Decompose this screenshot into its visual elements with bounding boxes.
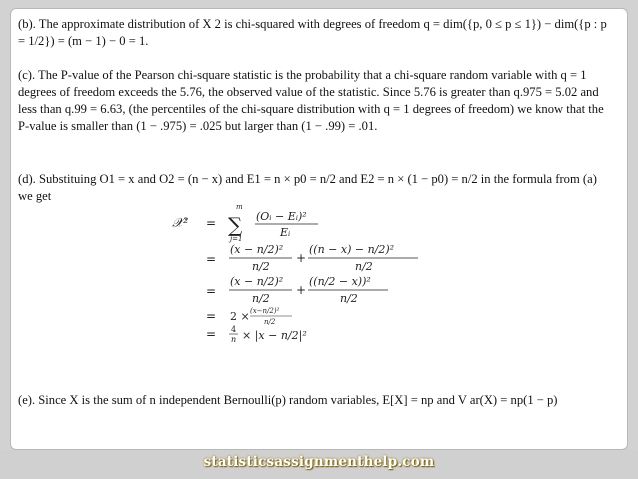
eq-l5-rest: × |x − n/2|² (242, 329, 307, 342)
eq-l2-plus: + (296, 251, 307, 265)
eq-equals-2: = (206, 252, 217, 266)
eq-sum-sign: ∑ (228, 213, 243, 237)
eq-lhs: 𝒳² (172, 216, 189, 231)
eq-l4-den: n/2 (264, 318, 276, 326)
paragraph-b: (b). The approximate distribution of X 2 is chi-squared with degrees of freedom q = dim({p, 0 ≤ p ≤ 1}) − dim({p : p = 1/2}) = (m − 1) − 0 = 1. (18, 17, 607, 48)
eq-l1-num: (Oᵢ − Eᵢ)² (256, 210, 307, 223)
eq-l5-frac-num: 4 (231, 325, 237, 334)
paragraph-d: (d). Substituing O1 = x and O2 = (n − x) and E1 = n × p0 = n/2 and E2 = n × (1 − p0) = n/2 in the formula from (a) we get (18, 172, 597, 203)
eq-equals-5: = (206, 327, 217, 341)
eq-l2-num-b: ((n − x) − n/2)² (309, 243, 395, 256)
eq-equals-1: = (206, 216, 217, 230)
eq-l1-den: Eᵢ (280, 226, 291, 239)
eq-equals-3: = (206, 284, 217, 298)
eq-sum-lower: j=1 (230, 235, 243, 243)
paragraph-e: (e). Since X is the sum of n independent Bernoulli(p) random variables, E[X] = np and V ar(X) = np(1 − p) (18, 393, 558, 407)
eq-l3-num-b: ((n/2 − x))² (309, 275, 371, 288)
paragraph-c: (c). The P-value of the Pearson chi-square statistic is the probability that a chi-square random variable with q = 1 degrees of freedom exceeds the 5.76, the observed value of the statistic. Since 5.76 is greater than q.975 = 5.02 and less than q.99 = 6.63, (the percentiles of the chi-square distribution with q = 1 degrees of freedom) we know that the P-value is smaller than (1 − .975) = .025 but larger than (1 − .99) = .01. (18, 68, 604, 133)
eq-l2-den-b: n/2 (355, 260, 373, 273)
eq-sum-upper: m (236, 203, 243, 211)
eq-l2-num-a: (x − n/2)² (230, 243, 284, 256)
eq-l5-frac-den: n (231, 335, 237, 343)
eq-l4-num: (x−n/2)² (250, 307, 280, 315)
eq-l3-num-a: (x − n/2)² (230, 275, 284, 288)
eq-l3-plus: + (296, 283, 307, 297)
eq-equals-4: = (206, 309, 217, 323)
eq-l4-prefix: 2 × (230, 310, 250, 323)
eq-l3-den-a: n/2 (252, 292, 270, 305)
eq-l2-den-a: n/2 (252, 260, 270, 273)
chi-square-derivation-equation (170, 203, 430, 343)
eq-l3-den-b: n/2 (340, 292, 358, 305)
footer-site-name: statisticsassignmenthelp.com (203, 454, 435, 470)
